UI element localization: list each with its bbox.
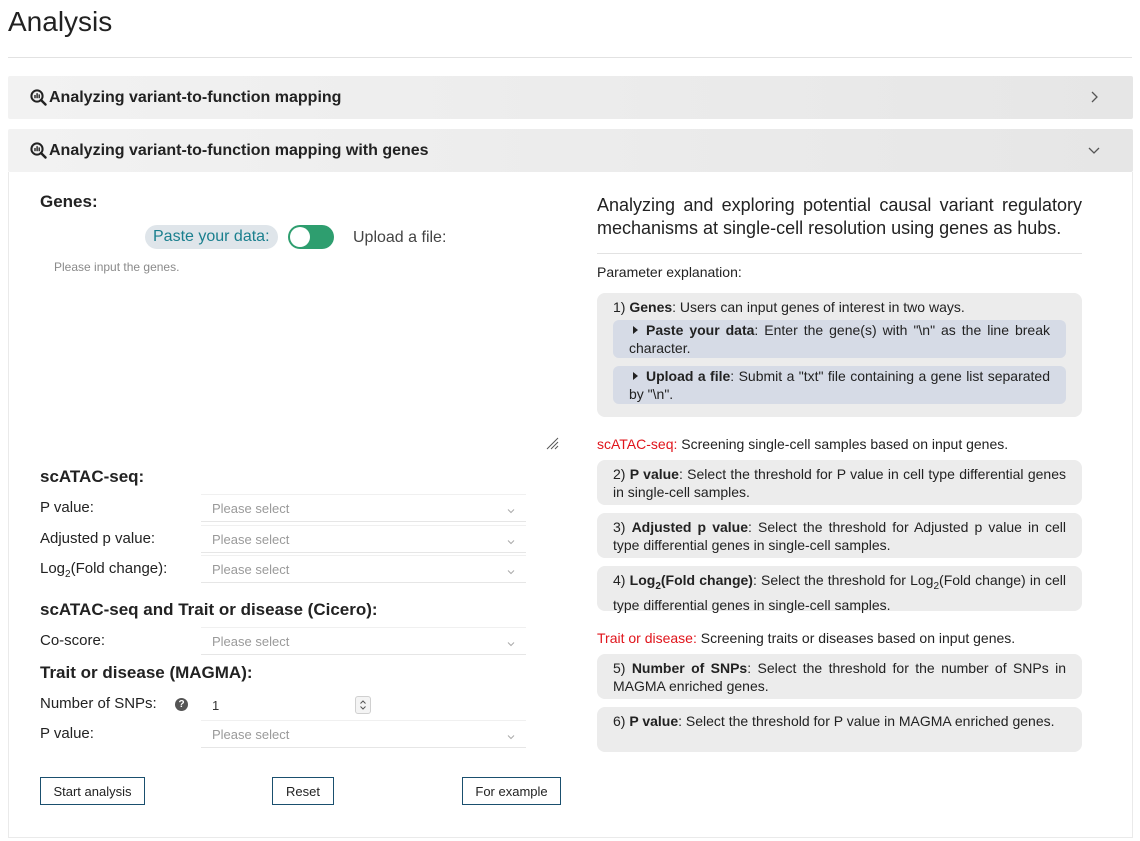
upload-file-explanation: Upload a file: Submit a "txt" file containing a gene list separated by "\n". (613, 366, 1066, 404)
stepper-icon[interactable] (355, 696, 371, 714)
chevron-right-icon (1087, 90, 1101, 104)
select-placeholder: Please select (212, 500, 290, 516)
chevron-down-icon (1087, 143, 1101, 157)
accordion-label: Analyzing variant-to-function mapping with genes (49, 141, 429, 159)
upload-file-label[interactable]: Upload a file: (353, 229, 447, 246)
chevron-down-icon (506, 565, 516, 575)
caret-right-icon (633, 326, 638, 334)
for-example-button[interactable]: For example (462, 777, 561, 805)
log2-fold-change-explanation: 4) Log$_2$(Fold change): Select the threshold for Log$_2$(Fold change) in cell type differential genes in single-cell samples. (597, 566, 1082, 611)
p-value-select[interactable] (201, 494, 526, 522)
genes-input[interactable] (42, 252, 564, 452)
scatac-section-title: scATAC-seq: (40, 467, 145, 486)
select-placeholder: Please select (212, 531, 290, 547)
p-value-label: P value: (40, 499, 94, 516)
chevron-down-icon (506, 535, 516, 545)
search-chart-icon (30, 142, 47, 159)
caret-right-icon (633, 372, 638, 380)
switch-knob (290, 227, 310, 247)
parameter-explanation-heading: Parameter explanation: (597, 264, 742, 280)
intro-divider (597, 253, 1082, 254)
start-analysis-button[interactable]: Start analysis (40, 777, 145, 805)
reset-button[interactable]: Reset (272, 777, 334, 805)
adjusted-p-value-select[interactable] (201, 525, 526, 553)
adjusted-p-value-explanation: 3) Adjusted p value: Select the threshold for Adjusted p value in cell type differential genes in single-cell samples. (597, 513, 1082, 558)
accordion-variant-to-function[interactable] (8, 76, 1133, 119)
trait-disease-heading: Trait or disease: Screening traits or diseases based on input genes. (597, 630, 1016, 646)
genes-explanation-box (597, 293, 1082, 417)
chevron-down-icon (506, 637, 516, 647)
accordion-label: Analyzing variant-to-function mapping (49, 88, 342, 106)
p-value-explanation: 2) P value: Select the threshold for P value in cell type differential genes in single-cell samples. (597, 460, 1082, 505)
log2-fold-change-label: Log$_2$(Fold change): (40, 560, 168, 580)
number-of-snps-label: Number of SNPs: (40, 695, 157, 712)
chevron-down-icon (506, 730, 516, 740)
cicero-section-title: scATAC-seq and Trait or disease (Cicero): (40, 600, 378, 619)
resize-handle-icon[interactable] (545, 436, 559, 450)
genes-explanation: 1) Genes: Users can input genes of interest in two ways. (613, 299, 965, 315)
input-mode-switch[interactable] (288, 225, 334, 249)
select-placeholder: Please select (212, 633, 290, 649)
accordion-variant-to-function-genes[interactable] (8, 129, 1133, 172)
log2-fold-change-select[interactable] (201, 555, 526, 583)
magma-section-title: Trait or disease (MAGMA): (40, 663, 253, 682)
co-score-label: Co-score: (40, 632, 106, 649)
co-score-select[interactable] (201, 627, 526, 655)
select-placeholder: Please select (212, 561, 290, 577)
genes-section-title: Genes: (40, 192, 98, 211)
title-divider (8, 57, 1132, 58)
number-of-snps-explanation: 5) Number of SNPs: Select the threshold for the number of SNPs in MAGMA enriched genes. (597, 654, 1082, 699)
search-chart-icon (30, 89, 47, 106)
intro-text: Analyzing and exploring potential causal variant regulatory mechanisms at single-cell resolution using genes as hubs. (597, 195, 1082, 238)
number-of-snps-input[interactable] (201, 692, 376, 718)
paste-data-explanation: Paste your data: Enter the gene(s) with "\n" as the line break character. (613, 320, 1066, 358)
adjusted-p-value-label: Adjusted p value: (40, 530, 156, 547)
magma-p-value-label: P value: (40, 725, 94, 742)
select-placeholder: Please select (212, 726, 290, 742)
snps-value: 1 (212, 697, 220, 713)
help-icon[interactable]: ? (175, 698, 188, 711)
input-mode-toggle (145, 225, 334, 249)
magma-p-value-explanation: 6) P value: Select the threshold for P value in MAGMA enriched genes. (597, 707, 1082, 752)
chevron-down-icon (506, 504, 516, 514)
magma-p-value-select[interactable] (201, 720, 526, 748)
page-title: Analysis (8, 6, 113, 37)
paste-data-label[interactable]: Paste your data: (145, 225, 278, 249)
scatac-heading: scATAC-seq: Screening single-cell samples based on input genes. (597, 436, 1009, 452)
